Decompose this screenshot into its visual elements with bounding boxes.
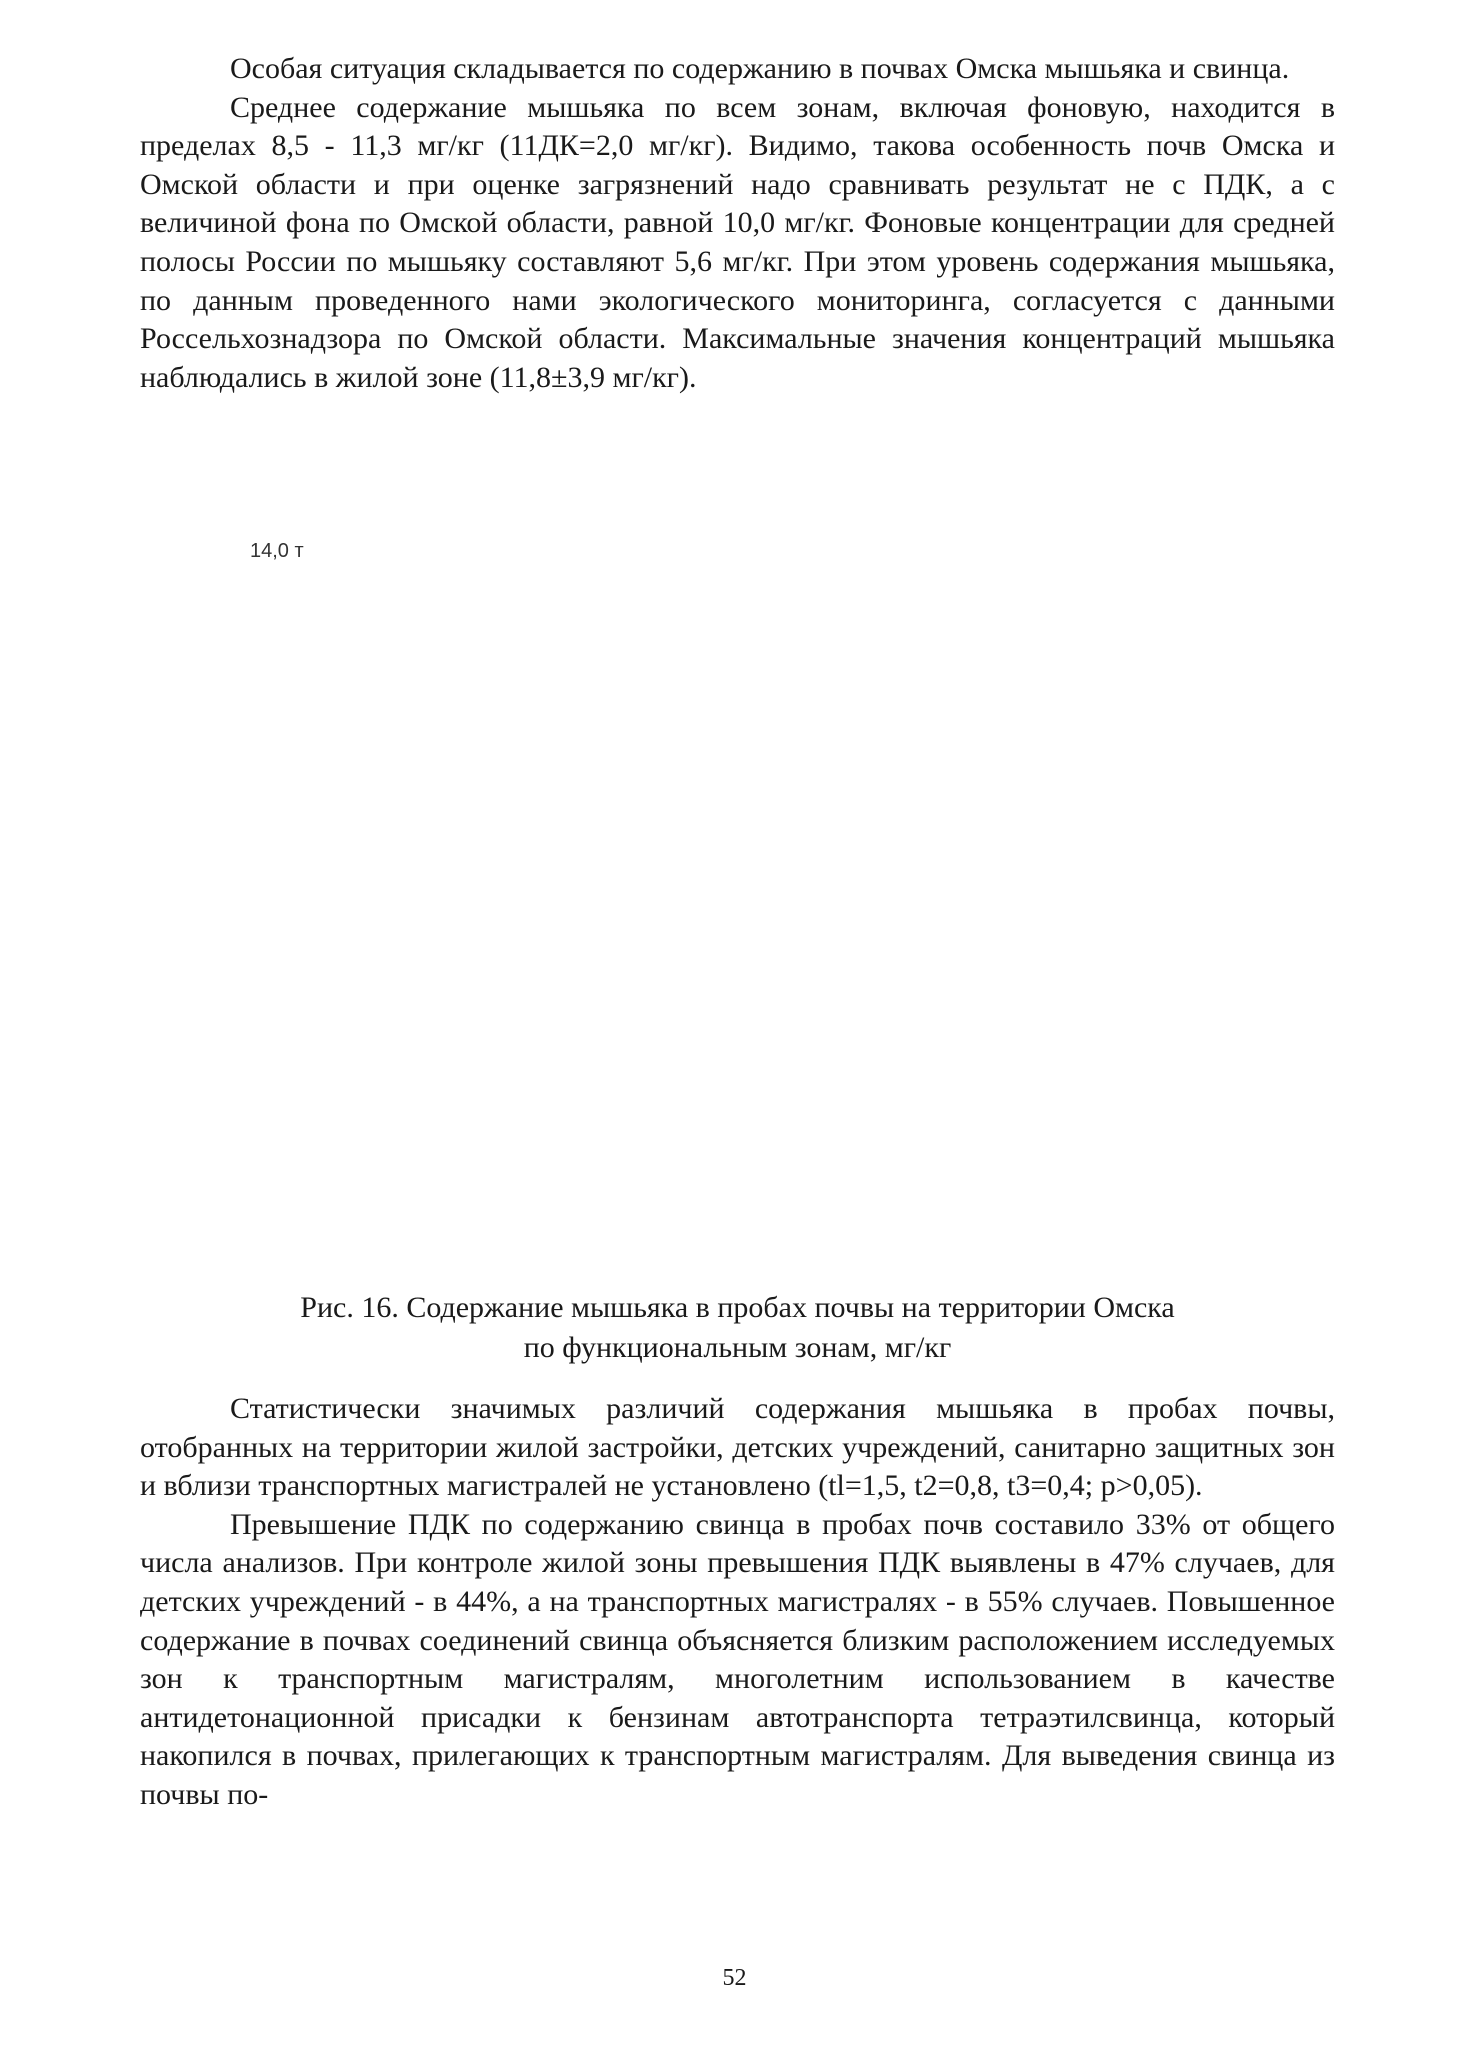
top-text-block bbox=[140, 50, 1335, 397]
paragraph-intro: Особая ситуация складывается по содержанию в почвах Омска мышьяка и свинца. bbox=[230, 52, 1290, 85]
figure-caption bbox=[140, 1288, 1335, 1368]
paragraph-arsenic-content: Среднее содержание мышьяка по всем зонам, включая фоновую, находится в пределах 8,5 - 11,3 мг/кг (11ДК=2,0 мг/кг). Видимо, такова особенность почв Омска и Омской области и при оценке загрязнений надо сравнивать результат не с ПДК, а с величиной фона по Омской области, равной 10,0 мг/кг. Фоновые концентрации для средней полосы России по мышьяку составляют 5,6 мг/кг. При этом уровень содержания мышьяка, по данным проведенного нами экологического мониторинга, согласуется с данными Россельхознадзора по Омской области. Максимальные значения концентраций мышьяка наблюдались в жилой зоне (11,8±3,9 мг/кг). bbox=[140, 90, 1335, 394]
figure-caption-line-1: Рис. 16. Содержание мышьяка в пробах почвы на территории Омска bbox=[300, 1291, 1175, 1324]
bottom-text-block bbox=[140, 1390, 1335, 1815]
chart-axis-top-label: 14,0 т bbox=[250, 540, 304, 562]
paragraph-lead-content: Превышение ПДК по содержанию свинца в пробах почв составило 33% от общего числа анализов. При контроле жилой зоны превышения ПДК выявлены в 47% случаев, для детских учреждений - в 44%, а на транспортных магистралях - в 55% случаев. Повышенное содержание в почвах соединений свинца объясняется близким расположением исследуемых зон к транспортным магистралям, многолетним использованием в качестве антидетонационной присадки к бензинам автотранспорта тетраэтилсвинца, который накопился в почвах, прилегающих к транспортным магистралям. Для выведения свинца из почвы по- bbox=[140, 1507, 1335, 1811]
page-number: 52 bbox=[722, 1965, 747, 1991]
paragraph-statistics: Статистически значимых различий содержания мышьяка в пробах почвы, отобранных на территории жилой застройки, детских учреждений, санитарно защитных зон и вблизи транспортных магистралей не установлено (tl=1,5, t2=0,8, t3=0,4; p>0,05). bbox=[140, 1392, 1335, 1503]
figure-caption-line-2: по функциональным зонам, мг/кг bbox=[523, 1331, 952, 1364]
